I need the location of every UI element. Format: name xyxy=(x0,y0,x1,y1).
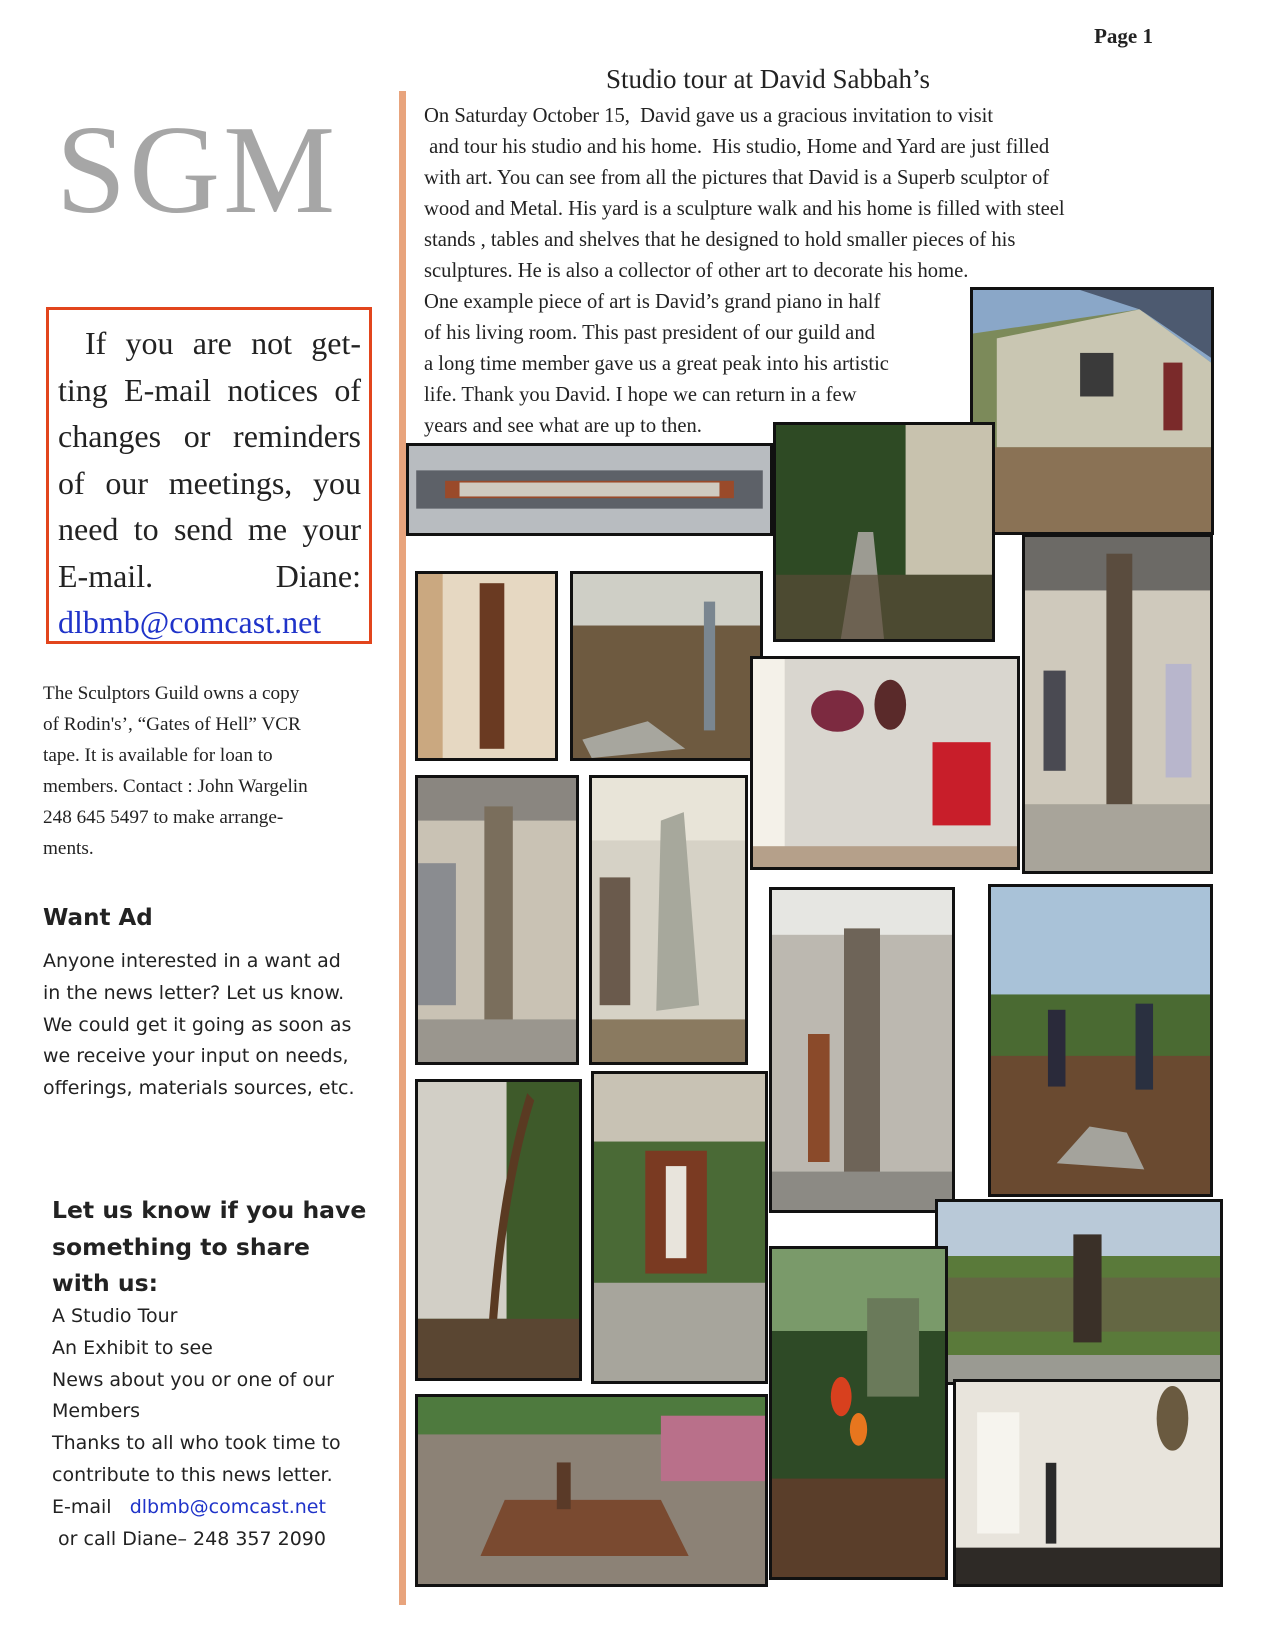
photo-garage-visitors xyxy=(1022,534,1213,874)
want-ad-line: We could get it going as soon as xyxy=(43,1013,352,1036)
article-line: One example piece of art is David’s grand piano in half xyxy=(424,291,881,313)
rodin-line: ments. xyxy=(43,838,94,859)
share-item: contribute to this news letter. xyxy=(52,1463,333,1486)
photo-yard-visitors xyxy=(988,884,1213,1197)
share-call-line: or call Diane– 248 357 2090 xyxy=(52,1527,326,1550)
photo-patio-sculpture xyxy=(415,1394,768,1587)
share-item: A Studio Tour xyxy=(52,1305,178,1327)
want-ad-heading: Want Ad xyxy=(43,905,153,931)
email-notice-box xyxy=(46,307,372,644)
photo-stone-path xyxy=(570,571,763,761)
article-line: years and see what are up to then. xyxy=(424,414,702,437)
want-ad-line: we receive your input on needs, xyxy=(43,1045,349,1068)
want-ad-body xyxy=(43,946,383,1105)
photo-red-flower-sculpture xyxy=(769,1246,948,1580)
share-item: Members xyxy=(52,1400,141,1423)
article-line: and tour his studio and his home. His studio, Home and Yard are just filled xyxy=(424,135,1050,158)
photo-masks-interior xyxy=(750,656,1020,870)
share-email-line xyxy=(52,1492,392,1524)
article-line: of his living room. This past president of our guild and xyxy=(424,321,875,344)
rodin-tape-notice xyxy=(43,678,403,864)
article-line: wood and Metal. His yard is a sculpture walk and his home is filled with steel xyxy=(424,197,1065,220)
photo-wood-sculpture-door xyxy=(415,571,558,761)
want-ad-line: in the news letter? Let us know. xyxy=(43,981,345,1004)
photo-house-exterior xyxy=(970,287,1214,535)
notice-email-link[interactable]: dlbmb@comcast.net xyxy=(58,604,322,640)
article-body xyxy=(424,101,1184,286)
article-line: stands , tables and shelves that he designed to hold smaller pieces of his xyxy=(424,228,1016,251)
rodin-line: of Rodin's’, “Gates of Hell” VCR xyxy=(43,714,301,735)
photo-stone-sculpture-garage xyxy=(589,775,748,1065)
article-line: life. Thank you David. I hope we can return in a few xyxy=(424,383,857,406)
column-divider xyxy=(399,91,406,1605)
photo-ladder-sculpture xyxy=(769,887,955,1213)
share-item: News about you or one of our xyxy=(52,1368,334,1391)
rodin-line: The Sculptors Guild owns a copy xyxy=(43,683,300,704)
article-line: a long time member gave us a great peak into his artistic xyxy=(424,352,889,375)
photo-wall-sculpture xyxy=(406,443,773,536)
photo-arched-sculpture xyxy=(415,1079,582,1381)
article-line: sculptures. He is also a collector of other art to decorate his home. xyxy=(424,259,969,282)
share-item: An Exhibit to see xyxy=(52,1336,213,1359)
page-number: Page 1 xyxy=(1094,24,1153,48)
share-email-link[interactable]: dlbmb@comcast.net xyxy=(129,1495,326,1518)
share-heading xyxy=(52,1192,372,1302)
photo-side-path xyxy=(773,422,995,642)
share-heading-line: something to share xyxy=(52,1232,310,1261)
article-title: Studio tour at David Sabbah’s xyxy=(606,64,930,94)
share-heading-line: with us: xyxy=(52,1269,159,1297)
share-list xyxy=(52,1301,392,1555)
share-item: Thanks to all who took time to xyxy=(52,1432,341,1455)
sgm-logo: SGM xyxy=(56,101,339,240)
share-heading-line: Let us know if you have xyxy=(52,1196,367,1224)
rodin-line: tape. It is available for loan to xyxy=(43,745,273,766)
photo-front-garden-sculpture xyxy=(591,1071,768,1384)
photo-studio-tall-sculpture xyxy=(415,775,579,1065)
notice-text: If you are not get-ting E-mail notices of changes or reminders of our meetings, you need to send me your E-mail. Diane: xyxy=(58,325,361,594)
photo-woman-at-fence xyxy=(935,1199,1223,1385)
article-line: On Saturday October 15, David gave us a gracious invitation to visit xyxy=(424,105,994,127)
rodin-line: 248 645 5497 to make arrange- xyxy=(43,807,284,828)
want-ad-line: offerings, materials sources, etc. xyxy=(43,1077,355,1100)
rodin-line: members. Contact : John Wargelin xyxy=(43,776,308,797)
article-line: with art. You can see from all the pictures that David is a Superb sculptor of xyxy=(424,166,1050,189)
article-body-continued xyxy=(424,287,969,442)
share-email-label: E-mail xyxy=(52,1495,112,1518)
want-ad-line: Anyone interested in a want ad xyxy=(43,950,341,972)
photo-interior-shelf xyxy=(953,1379,1223,1587)
